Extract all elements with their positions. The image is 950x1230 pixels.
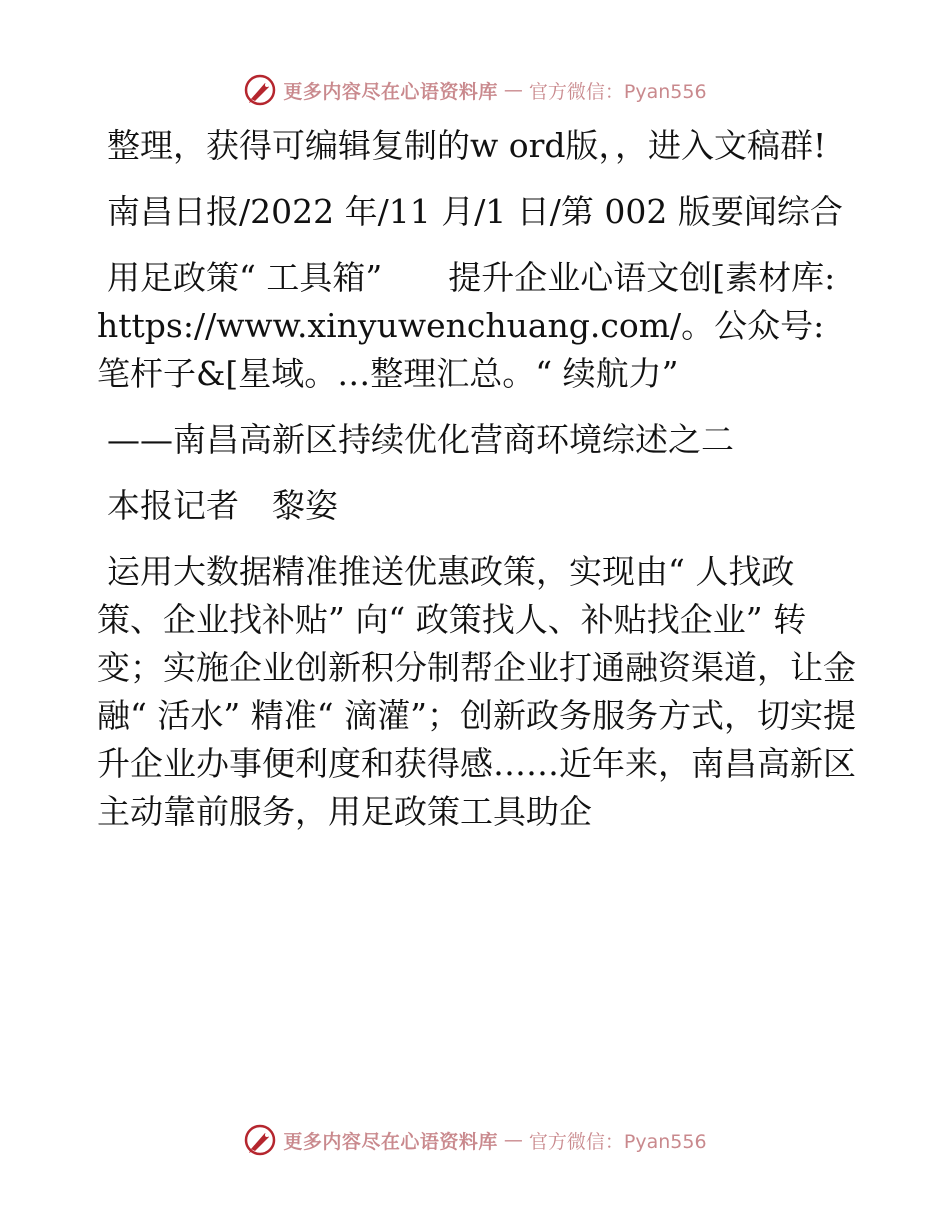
banner-text: 更多内容尽在心语资料库	[283, 1130, 498, 1153]
banner-separator: —	[503, 1129, 523, 1151]
article-body-paragraph: 运用大数据精准推送优惠政策，实现由“ 人找政策、企业找补贴” 向“ 政策找人、补贴找企业” 转变；实施企业创新积分制帮企业打通融资渠道，让金融“ 活水” 精准“ 滴灌”；创新政务服务方式，切实提升企业办事便利度和获得感……近年来，南昌高新区主动靠前服务，用足政策工具助企	[97, 552, 856, 831]
article-byline: 本报记者 黎姿	[107, 486, 338, 525]
footer-banner	[0, 1120, 950, 1160]
article-title: 用足政策“ 工具箱” 提升企业心语文创[素材库: https://www.xinyuwenchuang.com/。公众号: 笔杆子&[星域。…整理汇总。“ 续航力”	[97, 258, 836, 393]
header-banner	[0, 70, 950, 110]
document-body	[97, 122, 857, 854]
pen-logo-icon	[243, 73, 277, 107]
banner-wechat: 官方微信：Pyan556	[528, 80, 707, 103]
article-subtitle: ——南昌高新区持续优化营商环境综述之二	[107, 420, 734, 459]
paragraph-intro: 整理，获得可编辑复制的w ord版，，进入文稿群!	[107, 126, 827, 165]
banner-wechat: 官方微信：Pyan556	[528, 1130, 707, 1153]
paragraph-source: 南昌日报/2022 年/11 月/1 日/第 002 版要闻综合	[107, 192, 843, 231]
banner-separator: —	[503, 79, 523, 101]
pen-logo-icon	[243, 1123, 277, 1157]
banner-text: 更多内容尽在心语资料库	[283, 80, 498, 103]
